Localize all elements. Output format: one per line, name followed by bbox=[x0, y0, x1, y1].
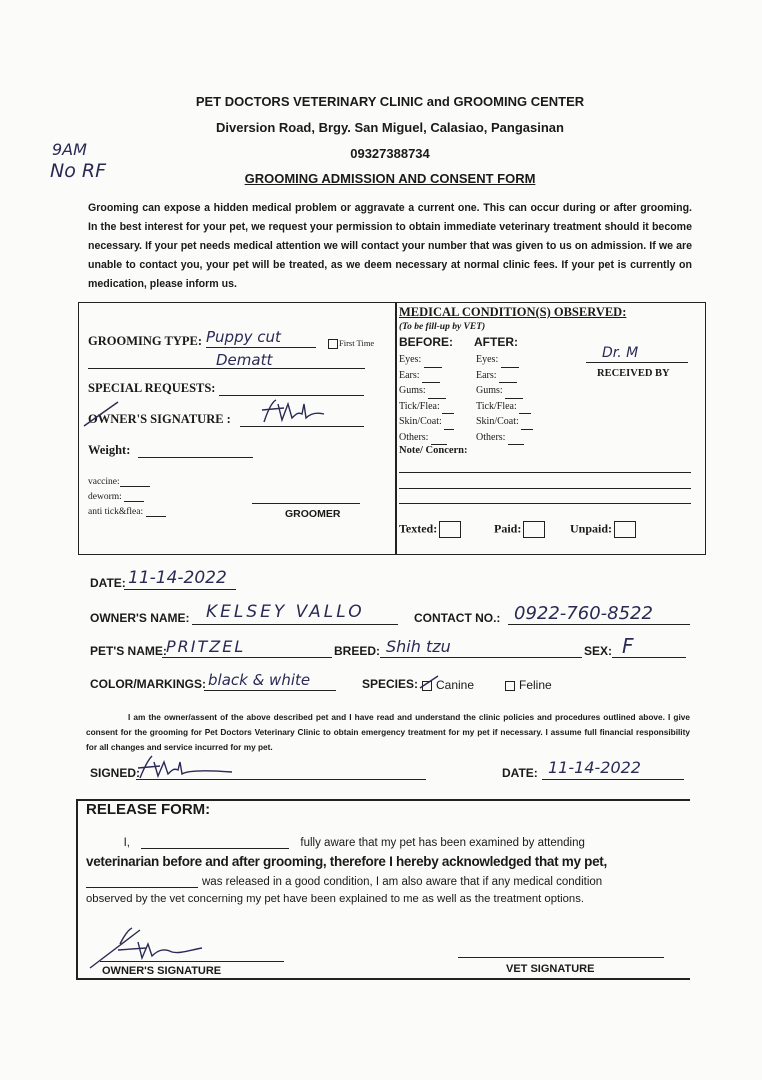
contact-value[interactable]: 0922-760-8522 bbox=[514, 603, 653, 624]
paid-checkbox[interactable] bbox=[494, 521, 545, 538]
texted-label: Texted: bbox=[399, 521, 438, 536]
release-line-4: observed by the vet concerning my pet have been explained to me as well as the treatment options. bbox=[86, 893, 584, 905]
consent-paragraph: I am the owner/assent of the above described pet and I have read and understand the clinic policies and procedures outlined above. I give consent for the grooming for Pet Doctors Veterinary Clinic to obtain emergency treatment for my pet if necessary. I assume full financial responsibility for all changes and service incurred for my pet. bbox=[86, 712, 690, 752]
pet-name-value[interactable]: PRITZEL bbox=[166, 637, 246, 656]
intro-paragraph: Grooming can expose a hidden medical problem or aggravate a current one. This can occur during or after grooming. In the best interest for your pet, we request your permission to obtain immediate veterinary treatment should it become necessary. If your pet needs medical attention we will contact your number that was given to us on admission. If we are unable to contact you, your pet will be treated, as we deem necessary at normal clinic fees. If your pet is currently on medication, please inform us. bbox=[88, 202, 692, 290]
canine-check-mark bbox=[418, 674, 440, 692]
breed-line bbox=[380, 657, 582, 658]
first-time-label: First Time bbox=[339, 338, 375, 348]
signed-label: SIGNED: bbox=[90, 766, 141, 780]
vaccine-label: vaccine: bbox=[88, 477, 120, 487]
consent-date-line bbox=[542, 779, 684, 780]
groomer-label: GROOMER bbox=[285, 508, 341, 520]
grooming-type-line-2 bbox=[88, 368, 365, 369]
note-line-1[interactable] bbox=[399, 472, 691, 473]
release-i-label: I, bbox=[123, 837, 130, 849]
margin-note-rf: No RF bbox=[50, 160, 107, 182]
after-item: Tick/Flea: bbox=[476, 399, 533, 415]
vet-signature-label: VET SIGNATURE bbox=[506, 963, 595, 975]
breed-label: BREED: bbox=[334, 644, 381, 658]
owner-signature-field[interactable] bbox=[240, 426, 364, 427]
deworm-row bbox=[88, 492, 144, 502]
vaccine-field[interactable] bbox=[120, 486, 150, 487]
deworm-field[interactable] bbox=[124, 501, 144, 502]
received-by-value[interactable]: Dr. M bbox=[602, 345, 639, 361]
before-item: Eyes: bbox=[399, 352, 454, 368]
antitick-label: anti tick&flea: bbox=[88, 507, 144, 517]
date-label: DATE: bbox=[90, 576, 126, 590]
release-line-1-text: fully aware that my pet has been examined by attending bbox=[300, 837, 585, 849]
date-value[interactable]: 11-14-2022 bbox=[128, 568, 227, 588]
before-list bbox=[399, 352, 454, 445]
consent-date-label: DATE: bbox=[502, 766, 538, 780]
antitick-row bbox=[88, 507, 166, 517]
release-left-border bbox=[76, 799, 78, 979]
before-item: Skin/Coat: bbox=[399, 414, 454, 430]
weight-field[interactable] bbox=[138, 457, 253, 458]
contact-label: CONTACT NO.: bbox=[414, 611, 501, 625]
after-label: AFTER: bbox=[474, 335, 518, 349]
before-item: Others: bbox=[399, 430, 454, 446]
after-item: Ears: bbox=[476, 368, 533, 384]
owner-name-label: OWNER'S NAME: bbox=[90, 611, 190, 625]
contact-line bbox=[508, 624, 690, 625]
note-line-2[interactable] bbox=[399, 488, 691, 489]
groomer-line[interactable] bbox=[252, 503, 360, 504]
pet-name-line bbox=[162, 657, 332, 658]
note-line-3[interactable] bbox=[399, 503, 691, 504]
special-requests-label: SPECIAL REQUESTS: bbox=[88, 381, 216, 395]
note-label: Note/ Concern: bbox=[399, 445, 468, 456]
sex-line bbox=[612, 657, 686, 658]
grooming-type-line bbox=[206, 347, 316, 348]
after-item: Skin/Coat: bbox=[476, 414, 533, 430]
owner-name-line bbox=[192, 624, 398, 625]
grooming-type-value-2[interactable]: Dematt bbox=[216, 351, 273, 369]
clinic-name: PET DOCTORS VETERINARY CLINIC and GROOMING CENTER bbox=[195, 94, 585, 109]
release-owner-signature-label: OWNER'S SIGNATURE bbox=[102, 965, 222, 977]
sex-label: SEX: bbox=[584, 644, 613, 658]
vet-signature-line[interactable] bbox=[458, 957, 664, 958]
release-line-3 bbox=[86, 876, 690, 888]
release-bottom-border bbox=[76, 978, 690, 980]
release-owner-name-field[interactable] bbox=[141, 848, 289, 849]
antitick-field[interactable] bbox=[146, 516, 166, 517]
grooming-type-label: GROOMING TYPE: bbox=[88, 334, 203, 348]
clinic-address: Diversion Road, Brgy. San Miguel, Calasiao, Pangasinan bbox=[216, 120, 564, 135]
box-divider bbox=[395, 303, 397, 554]
release-owner-signature-line[interactable] bbox=[100, 961, 284, 962]
after-item: Others: bbox=[476, 430, 533, 446]
consent-date-value[interactable]: 11-14-2022 bbox=[548, 758, 641, 777]
release-line-3-text: was released in a good condition, I am also aware that if any medical condition bbox=[202, 876, 603, 888]
margin-note-time: 9AM bbox=[52, 140, 87, 159]
received-by-label: RECEIVED BY bbox=[597, 368, 670, 379]
form-title: GROOMING ADMISSION AND CONSENT FORM bbox=[244, 171, 536, 186]
before-item: Gums: bbox=[399, 383, 454, 399]
date-line bbox=[124, 589, 236, 590]
weight-label: Weight: bbox=[88, 443, 131, 457]
release-pet-name-field[interactable] bbox=[86, 887, 198, 888]
after-list bbox=[476, 352, 533, 445]
owner-signature-scribble bbox=[258, 396, 330, 426]
feline-option[interactable] bbox=[505, 678, 552, 692]
owner-signature-label: OWNER'S SIGNATURE : bbox=[88, 412, 231, 426]
sex-value[interactable]: F bbox=[622, 634, 634, 658]
color-line bbox=[204, 690, 336, 691]
first-time-checkbox[interactable] bbox=[328, 338, 374, 349]
paid-label: Paid: bbox=[494, 521, 522, 536]
color-label: COLOR/MARKINGS: bbox=[90, 677, 206, 691]
before-label: BEFORE: bbox=[399, 335, 453, 349]
species-label: SPECIES: bbox=[362, 677, 419, 691]
pet-name-label: PET'S NAME: bbox=[90, 644, 167, 658]
color-value[interactable]: black & white bbox=[208, 671, 311, 689]
vaccine-row bbox=[88, 477, 150, 487]
release-title: RELEASE FORM: bbox=[86, 801, 211, 818]
after-item: Gums: bbox=[476, 383, 533, 399]
medical-subtitle: (To be fill-up by VET) bbox=[399, 322, 486, 332]
release-line-1 bbox=[86, 837, 686, 849]
owner-name-value[interactable]: KELSEY VALLO bbox=[206, 602, 365, 622]
unpaid-label: Unpaid: bbox=[570, 521, 613, 536]
before-item: Ears: bbox=[399, 368, 454, 384]
deworm-label: deworm: bbox=[88, 492, 122, 502]
medical-title: MEDICAL CONDITION(S) OBSERVED: bbox=[399, 305, 627, 319]
received-by-line bbox=[586, 362, 688, 363]
consent-signature-scribble bbox=[136, 752, 236, 782]
after-item: Eyes: bbox=[476, 352, 533, 368]
breed-value[interactable]: Shih tzu bbox=[386, 637, 451, 656]
release-line-2: veterinarian before and after grooming, therefore I hereby acknowledged that my pet, bbox=[86, 854, 607, 869]
feline-label: Feline bbox=[519, 678, 552, 692]
grooming-type-value[interactable]: Puppy cut bbox=[206, 328, 281, 346]
owner-signature-strike bbox=[82, 398, 122, 428]
clinic-phone: 09327388734 bbox=[350, 146, 430, 161]
texted-checkbox[interactable] bbox=[399, 521, 461, 538]
canine-label: Canine bbox=[436, 678, 475, 692]
before-item: Tick/Flea: bbox=[399, 399, 454, 415]
unpaid-checkbox[interactable] bbox=[570, 521, 636, 538]
